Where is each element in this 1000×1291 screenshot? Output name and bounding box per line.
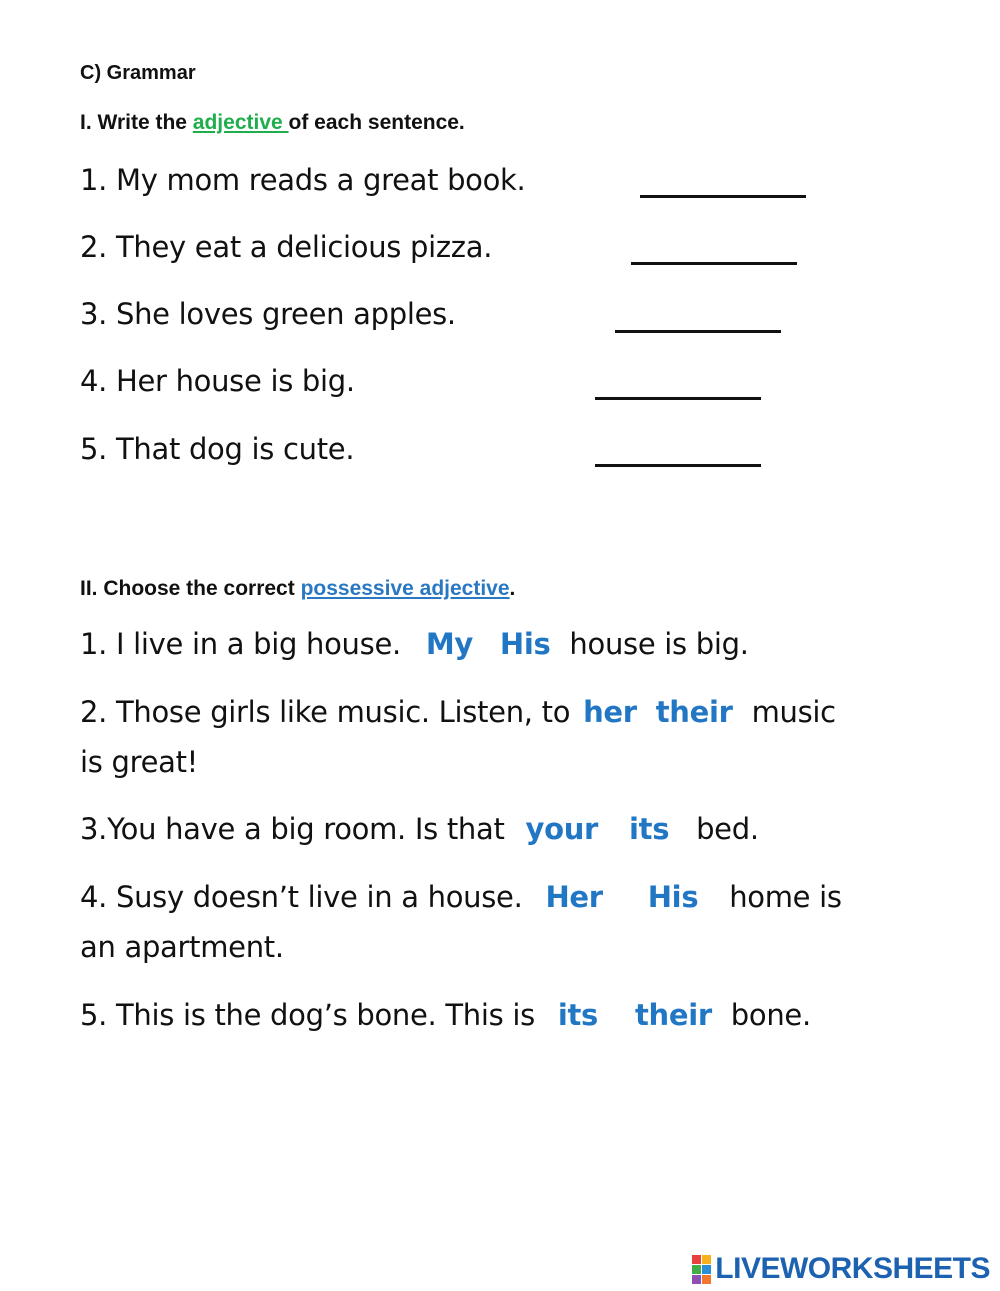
logo-square bbox=[702, 1275, 711, 1284]
liveworksheets-logo bbox=[692, 1252, 990, 1286]
part1-item-2: 2. They eat a delicious pizza. bbox=[80, 230, 493, 264]
option-their-5[interactable]: their bbox=[634, 998, 712, 1032]
logo-square bbox=[702, 1255, 711, 1264]
answer-blank-2[interactable] bbox=[631, 262, 797, 265]
answer-blank-5[interactable] bbox=[595, 464, 761, 467]
part2-item-1: 1. I live in a big house. My His house is big. bbox=[80, 627, 749, 661]
possessive-adjective-link[interactable]: possessive adjective bbox=[300, 577, 510, 600]
part2-item-2-continued: is great! bbox=[80, 745, 198, 779]
liveworksheets-wordmark: LIVEWORKSHEETS bbox=[715, 1252, 990, 1285]
option-his-cap[interactable]: His bbox=[647, 880, 699, 914]
answer-blank-1[interactable] bbox=[640, 195, 806, 198]
part2-instruction: II. Choose the correct possessive adjective. bbox=[80, 577, 516, 600]
answer-blank-3[interactable] bbox=[615, 330, 781, 333]
part1-instruction: I. Write the adjective of each sentence. bbox=[80, 111, 465, 134]
part2-item-5: 5. This is the dog’s bone. This is its their bone. bbox=[80, 998, 811, 1032]
logo-square bbox=[702, 1265, 711, 1274]
part1-item-5: 5. That dog is cute. bbox=[80, 432, 355, 466]
option-your[interactable]: your bbox=[525, 812, 599, 846]
answer-blank-4[interactable] bbox=[595, 397, 761, 400]
option-my[interactable]: My bbox=[425, 627, 473, 661]
part1-item-4: 4. Her house is big. bbox=[80, 364, 355, 398]
adjective-link[interactable]: adjective bbox=[192, 111, 289, 134]
part2-item-4-continued: an apartment. bbox=[80, 930, 284, 964]
part2-item-4: 4. Susy doesn’t live in a house. Her His home is bbox=[80, 880, 842, 914]
option-her[interactable]: her bbox=[583, 695, 637, 729]
logo-square bbox=[692, 1255, 701, 1264]
option-their[interactable]: their bbox=[655, 695, 733, 729]
option-its[interactable]: its bbox=[628, 812, 670, 846]
option-her-cap[interactable]: Her bbox=[545, 880, 603, 914]
part1-item-1: 1. My mom reads a great book. bbox=[80, 163, 526, 197]
logo-square bbox=[692, 1265, 701, 1274]
part2-item-3: 3.You have a big room. Is that your its bed. bbox=[80, 812, 759, 846]
option-his[interactable]: His bbox=[499, 627, 551, 661]
liveworksheets-logo-icon bbox=[692, 1255, 711, 1284]
part1-item-3: 3. She loves green apples. bbox=[80, 297, 456, 331]
section-heading: C) Grammar bbox=[80, 62, 196, 84]
option-its-5[interactable]: its bbox=[557, 998, 599, 1032]
logo-square bbox=[692, 1275, 701, 1284]
part2-item-2: 2. Those girls like music. Listen, to her their music bbox=[80, 695, 836, 729]
